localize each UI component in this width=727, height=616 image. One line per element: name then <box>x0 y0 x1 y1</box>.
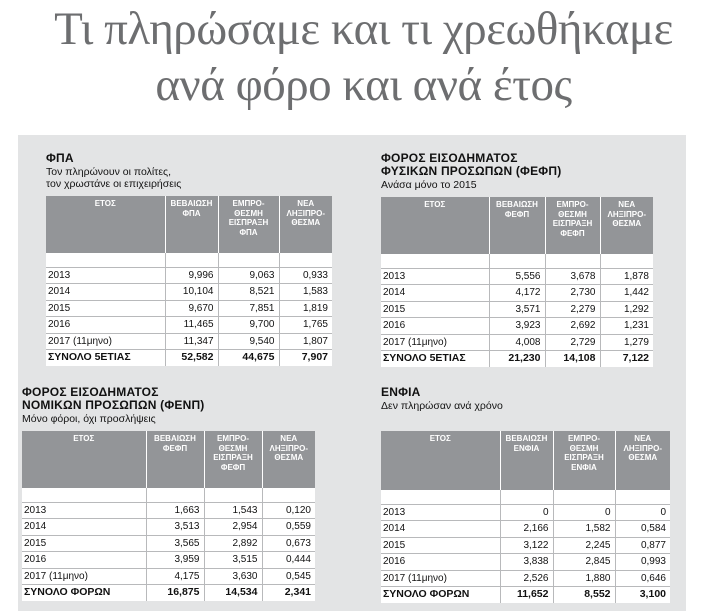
headline-line-1: Τι πληρώσαμε και τι χρεωθήκαμε <box>54 3 673 55</box>
fpa-subtitle-2: τον χρωστάνε οι επιχειρήσεις <box>46 178 182 190</box>
enfia-title: ΕΝΦΙΑ <box>381 385 421 399</box>
total-label: ΣΥΝΟΛΟ ΦΟΡΩΝ <box>22 585 146 601</box>
spacer-row <box>381 490 670 504</box>
value-cell: 3,122 <box>500 537 553 554</box>
column-header: ΝΕΑ ΛΗΞΙΠΡΟ- ΘΕΣΜΑ <box>262 431 315 488</box>
value-cell: 10,104 <box>165 284 218 301</box>
column-header: ΕΜΠΡΟ- ΘΕΣΜΗ ΕΙΣΠΡΑΞΗ ΦΠΑ <box>218 196 279 253</box>
table-row <box>22 552 315 569</box>
year-cell: 2014 <box>46 284 165 301</box>
value-cell: 3,565 <box>146 535 204 552</box>
value-cell: 0,673 <box>262 535 315 552</box>
year-cell: 2013 <box>381 504 500 521</box>
value-cell: 9,540 <box>218 333 279 350</box>
value-cell: 2,245 <box>553 537 615 554</box>
column-header: ΕΤΟΣ <box>381 197 489 254</box>
value-cell: 1,819 <box>279 300 332 317</box>
value-cell: 2,954 <box>204 519 262 536</box>
value-cell: 0,646 <box>615 570 670 587</box>
value-cell: 1,279 <box>600 334 653 351</box>
value-cell: 0 <box>500 504 553 521</box>
table-row <box>46 300 332 317</box>
total-row <box>381 587 670 603</box>
value-cell: 1,878 <box>600 268 653 285</box>
total-label: ΣΥΝΟΛΟ 5ΕΤΙΑΣ <box>46 350 165 366</box>
value-cell: 9,670 <box>165 300 218 317</box>
table-row <box>381 285 653 302</box>
value-cell: 3,515 <box>204 552 262 569</box>
headline-line-2: ανά φόρο και ανά έτος <box>155 59 572 111</box>
fefp-table <box>381 197 653 367</box>
column-header: ΕΤΟΣ <box>22 431 146 488</box>
value-cell: 2,845 <box>553 554 615 571</box>
total-row <box>22 585 315 601</box>
spacer-row <box>46 253 332 267</box>
value-cell: 2,692 <box>545 318 600 335</box>
fenp-title-1: ΦΟΡΟΣ ΕΙΣΟΔΗΜΑΤΟΣ <box>22 385 159 399</box>
value-cell: 3,513 <box>146 519 204 536</box>
spacer-row <box>381 254 653 268</box>
table-row <box>22 502 315 519</box>
fefp-subtitle: Ανάσα μόνο το 2015 <box>381 179 477 191</box>
value-cell: 4,172 <box>489 285 545 302</box>
column-header: ΝΕΑ ΛΗΞΙΠΡΟ- ΘΕΣΜΑ <box>600 197 653 254</box>
value-cell: 9,996 <box>165 267 218 284</box>
enfia-block <box>381 386 670 603</box>
value-cell: 1,582 <box>553 521 615 538</box>
value-cell: 9,700 <box>218 317 279 334</box>
total-label: ΣΥΝΟΛΟ 5ΕΤΙΑΣ <box>381 351 489 367</box>
column-header: ΕΤΟΣ <box>381 431 500 490</box>
value-cell: 0,877 <box>615 537 670 554</box>
total-value: 8,552 <box>553 587 615 603</box>
value-cell: 0,933 <box>279 267 332 284</box>
enfia-subtitle: Δεν πληρώσαν ανά χρόνο <box>381 400 503 412</box>
value-cell: 2,279 <box>545 301 600 318</box>
table-row <box>22 535 315 552</box>
fefp-title-1: ΦΟΡΟΣ ΕΙΣΟΔΗΜΑΤΟΣ <box>381 151 518 165</box>
table-row <box>381 554 670 571</box>
value-cell: 1,231 <box>600 318 653 335</box>
value-cell: 1,663 <box>146 502 204 519</box>
value-cell: 0,993 <box>615 554 670 571</box>
value-cell: 0,545 <box>262 568 315 585</box>
table-row <box>381 521 670 538</box>
total-value: 3,100 <box>639 588 666 600</box>
year-cell: 2016 <box>381 554 500 571</box>
total-value: 44,675 <box>218 350 279 366</box>
table-row <box>46 317 332 334</box>
value-cell: 2,526 <box>500 570 553 587</box>
year-cell: 2013 <box>46 267 165 284</box>
value-cell: 3,959 <box>146 552 204 569</box>
value-cell: 2,729 <box>545 334 600 351</box>
table-row <box>381 301 653 318</box>
year-cell: 2013 <box>381 268 489 285</box>
column-header: ΒΕΒΑΙΩΣΗ ΦΕΦΠ <box>489 197 545 254</box>
value-cell: 2,730 <box>545 285 600 302</box>
year-cell: 2013 <box>22 502 146 519</box>
fpa-title: ΦΠΑ <box>46 151 74 165</box>
year-cell: 2014 <box>381 521 500 538</box>
value-cell: 5,556 <box>489 268 545 285</box>
total-value: 21,230 <box>489 351 545 367</box>
value-cell: 4,008 <box>489 334 545 351</box>
value-cell: 3,923 <box>489 318 545 335</box>
year-cell: 2016 <box>46 317 165 334</box>
fenp-block <box>22 386 315 601</box>
value-cell: 9,063 <box>218 267 279 284</box>
value-cell: 3,571 <box>489 301 545 318</box>
column-header: ΝΕΑ ΛΗΞΙΠΡΟ- ΘΕΣΜΑ <box>279 196 332 253</box>
fpa-subtitle-1: Τον πληρώνουν οι πολίτες, <box>46 166 171 178</box>
column-header: ΒΕΒΑΙΩΣΗ ΕΝΦΙΑ <box>500 431 553 490</box>
value-cell: 1,583 <box>279 284 332 301</box>
year-cell: 2017 (11μηνο) <box>46 333 165 350</box>
year-cell: 2015 <box>381 301 489 318</box>
value-cell: 0,120 <box>262 502 315 519</box>
table-row <box>381 570 670 587</box>
table-row <box>22 519 315 536</box>
value-cell: 1,543 <box>204 502 262 519</box>
table-row <box>381 504 670 521</box>
total-value: 2,341 <box>284 586 311 598</box>
value-cell: 0 <box>553 504 615 521</box>
table-row <box>381 537 670 554</box>
year-cell: 2015 <box>22 535 146 552</box>
fenp-subtitle: Μόνο φόροι, όχι προσλήψεις <box>22 413 156 425</box>
spacer-row <box>22 488 315 502</box>
value-cell: 1,292 <box>600 301 653 318</box>
value-cell: 8,521 <box>218 284 279 301</box>
total-value: 16,875 <box>146 585 204 601</box>
value-cell: 0 <box>615 504 670 521</box>
fenp-table <box>22 431 315 601</box>
table-row <box>46 284 332 301</box>
value-cell: 11,465 <box>165 317 218 334</box>
value-cell: 4,175 <box>146 568 204 585</box>
value-cell: 11,347 <box>165 333 218 350</box>
value-cell: 0,444 <box>262 552 315 569</box>
value-cell: 1,765 <box>279 317 332 334</box>
total-value: 7,122 <box>622 352 649 364</box>
table-row <box>46 333 332 350</box>
value-cell: 2,166 <box>500 521 553 538</box>
table-row <box>46 267 332 284</box>
total-label: ΣΥΝΟΛΟ ΦΟΡΩΝ <box>381 587 500 603</box>
value-cell: 2,892 <box>204 535 262 552</box>
value-cell: 1,442 <box>600 285 653 302</box>
value-cell: 1,880 <box>553 570 615 587</box>
year-cell: 2015 <box>381 537 500 554</box>
total-value: 7,907 <box>301 351 328 363</box>
value-cell: 0,584 <box>615 521 670 538</box>
table-row <box>381 334 653 351</box>
fefp-block <box>381 152 653 367</box>
total-value: 11,652 <box>500 587 553 603</box>
table-row <box>381 318 653 335</box>
total-value: 52,582 <box>165 350 218 366</box>
column-header: ΒΕΒΑΙΩΣΗ ΦΕΦΠ <box>146 431 204 488</box>
value-cell: 3,838 <box>500 554 553 571</box>
value-cell: 0,559 <box>262 519 315 536</box>
year-cell: 2015 <box>46 300 165 317</box>
table-row <box>381 268 653 285</box>
fpa-block <box>46 152 332 366</box>
column-header: ΝΕΑ ΛΗΞΙΠΡΟ- ΘΕΣΜΑ <box>615 431 670 490</box>
year-cell: 2016 <box>22 552 146 569</box>
table-row <box>22 568 315 585</box>
value-cell: 7,851 <box>218 300 279 317</box>
column-header: ΕΜΠΡΟ- ΘΕΣΜΗ ΕΙΣΠΡΑΞΗ ΦΕΦΠ <box>545 197 600 254</box>
column-header: ΕΜΠΡΟ- ΘΕΣΜΗ ΕΙΣΠΡΑΞΗ ΦΕΦΠ <box>204 431 262 488</box>
value-cell: 1,807 <box>279 333 332 350</box>
total-row <box>381 351 653 367</box>
year-cell: 2017 (11μηνο) <box>22 568 146 585</box>
total-row <box>46 350 332 366</box>
total-value: 14,534 <box>204 585 262 601</box>
enfia-table <box>381 431 670 603</box>
year-cell: 2014 <box>22 519 146 536</box>
value-cell: 3,630 <box>204 568 262 585</box>
column-header: ΕΤΟΣ <box>46 196 165 253</box>
year-cell: 2017 (11μηνο) <box>381 334 489 351</box>
fenp-title-2: ΝΟΜΙΚΩΝ ΠΡΟΣΩΠΩΝ (ΦΕΝΠ) <box>22 398 205 412</box>
year-cell: 2016 <box>381 318 489 335</box>
year-cell: 2017 (11μηνο) <box>381 570 500 587</box>
total-value: 14,108 <box>545 351 600 367</box>
fefp-title-2: ΦΥΣΙΚΩΝ ΠΡΟΣΩΠΩΝ (ΦΕΦΠ) <box>381 164 562 178</box>
value-cell: 3,678 <box>545 268 600 285</box>
column-header: ΕΜΠΡΟ- ΘΕΣΜΗ ΕΙΣΠΡΑΞΗ ΕΝΦΙΑ <box>553 431 615 490</box>
fpa-table <box>46 196 332 366</box>
year-cell: 2014 <box>381 285 489 302</box>
column-header: ΒΕΒΑΙΩΣΗ ΦΠΑ <box>165 196 218 253</box>
